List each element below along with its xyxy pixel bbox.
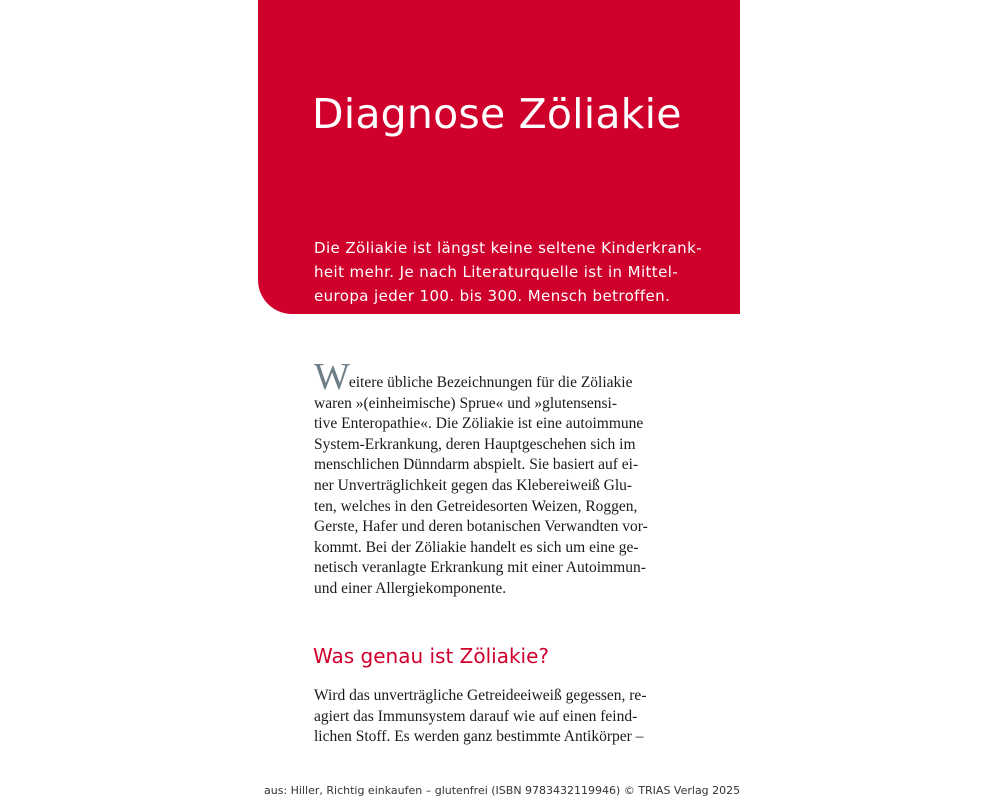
body-paragraph-1: [314, 356, 704, 600]
paragraph-line: ner Unverträglichkeit gegen das Klebereiweiß Glu-: [314, 476, 633, 494]
paragraph-line: ten, welches in den Getreidesorten Weizen, Roggen,: [314, 497, 638, 515]
section-heading: Was genau ist Zöliakie?: [313, 644, 550, 668]
paragraph-line: agiert das Immunsystem darauf wie auf einen feind-: [314, 707, 638, 725]
paragraph-line: Gerste, Hafer und deren botanischen Verwandten vor-: [314, 518, 648, 536]
chapter-intro: [314, 236, 714, 308]
paragraph-line: und einer Allergiekomponente.: [314, 579, 507, 597]
drop-cap: W: [314, 356, 350, 398]
source-footer: aus: Hiller, Richtig einkaufen – glutenfrei (ISBN 9783432119946) © TRIAS Verlag 2025: [264, 784, 741, 797]
paragraph-line: netisch veranlagte Erkrankung mit einer Autoimmun-: [314, 559, 646, 577]
paragraph-line: waren »(einheimische) Sprue« und »glutensensi-: [314, 394, 618, 412]
paragraph-line: tive Enteropathie«. Die Zöliakie ist eine autoimmune: [314, 415, 644, 433]
intro-line: europa jeder 100. bis 300. Mensch betroffen.: [314, 287, 671, 305]
paragraph-line: kommt. Bei der Zöliakie handelt es sich um eine ge-: [314, 538, 639, 556]
intro-line: heit mehr. Je nach Literaturquelle ist in Mittel-: [314, 263, 679, 281]
paragraph-line: menschlichen Dünndarm abspielt. Sie basiert auf ei-: [314, 456, 639, 474]
paragraph-line: Wird das unverträgliche Getreideeiweiß gegessen, re-: [314, 687, 647, 704]
intro-line: Die Zöliakie ist längst keine seltene Kinderkrank-: [314, 239, 702, 257]
paragraph-line: lichen Stoff. Es werden ganz bestimmte Antikörper –: [314, 728, 644, 746]
paragraph-line: System-Erkrankung, deren Hauptgeschehen sich im: [314, 435, 636, 453]
body-paragraph-2: [314, 686, 704, 748]
chapter-title: Diagnose Zöliakie: [312, 90, 682, 138]
paragraph-line-text: eitere übliche Bezeichnungen für die Zöliakie: [348, 374, 633, 391]
paragraph-line: [314, 356, 704, 398]
